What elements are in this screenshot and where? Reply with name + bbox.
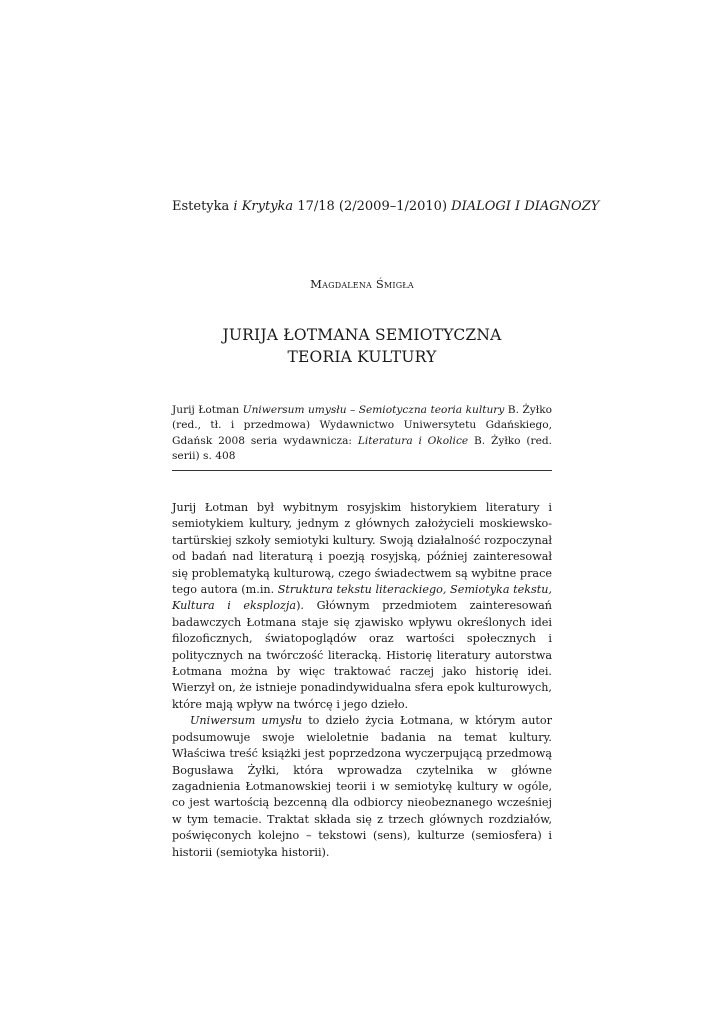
journal-name: Estetyka (172, 199, 234, 214)
author-name (0, 277, 724, 291)
p2-text: to dzieło życia Łotmana, w którym autor podsumowuje swoje wieloletnie badania na temat kultury. Właściwa treść książki jest poprzedzona wyczerpującą przedmową Bogusława Żyłki, która wprowadza czytelnika w główne zagadnienia Łotmanowskiej teorii i w semiotykę kultury w ogóle, co jest wartością bezcenną dla odbiorcy nieobeznanego wcześniej w tym temacie. Traktat składa się z trzech głównych rozdziałów, poświęconych kolejno – tekstowi (sens), kulturze (semiosfera) i historii (semiotyka historii). (172, 714, 552, 859)
horizontal-rule (172, 470, 552, 471)
article-title (0, 324, 724, 368)
title-line-2: TEORIA KULTURY (287, 348, 437, 366)
paragraph-1 (172, 500, 552, 713)
journal-name-italic: i Krytyka (233, 199, 294, 214)
p2-book-title: Uniwersum umysłu (190, 714, 303, 728)
biblio-series: Literatura i Okolice (357, 434, 469, 447)
biblio-author: Jurij Łotman (172, 404, 243, 416)
bibliographic-note (172, 403, 552, 465)
p1-works-list: Struktura tekstu literackiego, Semiotyka tekstu, Kultura i eksplozja (172, 583, 552, 613)
running-head (172, 199, 600, 214)
author-name-text: Magdalena Śmigła (310, 277, 414, 291)
article-body (172, 500, 552, 861)
biblio-book-title: Uniwersum umysłu – Semiotyczna teoria kultury (242, 404, 505, 416)
issue-info: 17/18 (2/2009–1/2010) (293, 199, 452, 214)
paragraph-2 (172, 713, 552, 861)
section-name: DIALOGI I DIAGNOZY (451, 199, 600, 214)
p1-text-c: ). Głównym przedmiotem zainteresowań badawczych Łotmana staje się zjawisko wpływu określonych idei filozoficznych, światopoglądów oraz wartości społecznych i politycznych na twórczość literacką. Historię literatury autorstwa Łotmana można by więc traktować raczej jako historię idei. Wierzył on, że istnieje ponadindywidualna sfera epok kulturowych, które mają wpływ na twórcę i jego dzieło. (172, 599, 552, 711)
p1-text-a: Jurij Łotman był wybitnym rosyjskim historykiem literatury i semiotykiem kultury, jednym z głównych założycieli moskiewsko-tartürskiej szkoły semiotyki kultury. Swoją działalność rozpoczynał od badań nad literaturą i poezją rosyjską, później zainteresował się problematyką kulturową, czego świadectwem są wybitne prace tego autora (m.in. (172, 501, 552, 597)
title-line-1: JURIJA ŁOTMANA SEMIOTYCZNA (222, 326, 502, 344)
biblio-publisher: B. Żyłko (red., tł. i przedmowa) Wydawnictwo Uniwersytetu Gdańskiego, Gdańsk 2008 seria wydawnicza: (172, 404, 553, 447)
biblio-series-editor: B. Żyłko (red. serii) s. 408 (172, 434, 552, 463)
